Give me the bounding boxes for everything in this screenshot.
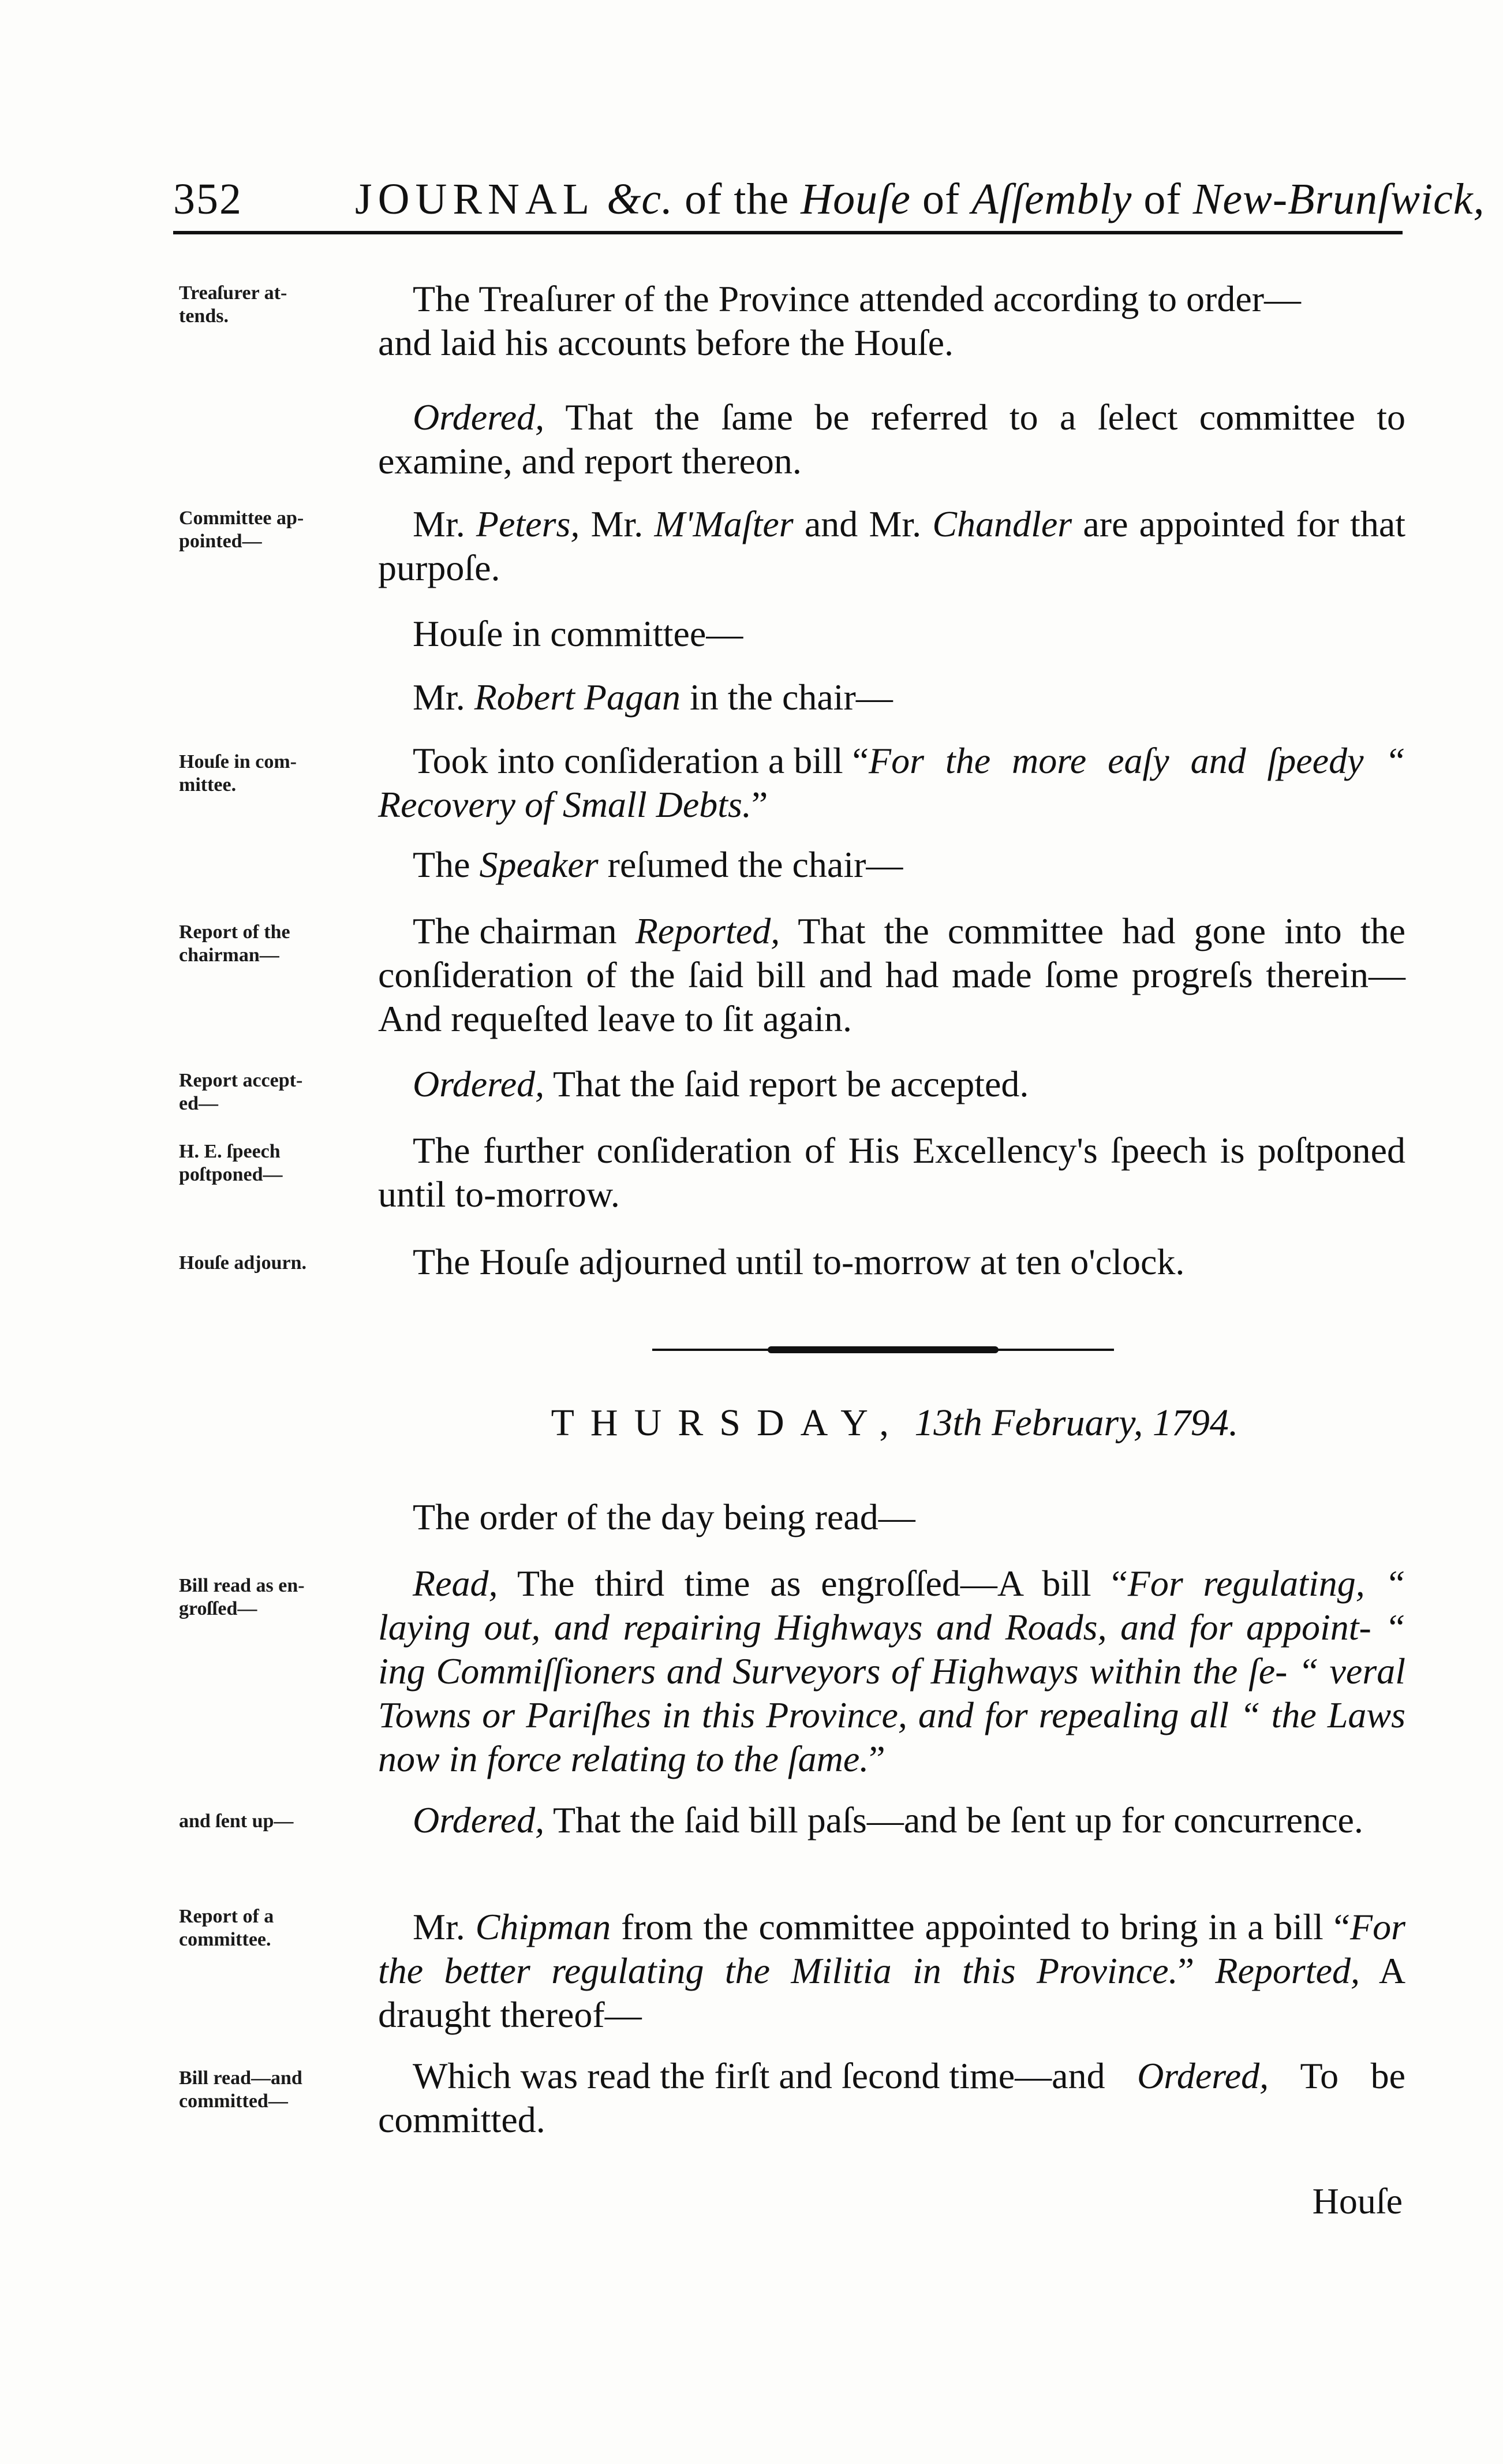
margin-note: Houſe adjourn. (179, 1252, 307, 1274)
entry-text: Mr. Peters, Mr. M'Maſter and Mr. Chandler are appointed for that purpoſe. (378, 503, 1406, 588)
entry-text: Ordered, That the ſaid bill paſs—and be ſent up for concurrence. (413, 1800, 1363, 1840)
entry-text: The Speaker reſumed the chair— (413, 844, 903, 885)
entry-text: The order of the day being read— (413, 1496, 915, 1537)
section-divider (652, 1345, 1114, 1354)
entry-text: Mr. Robert Pagan in the chair— (413, 677, 893, 718)
entry-text: Houſe in committee— (413, 613, 743, 654)
margin-note: Committee ap- pointed— (179, 507, 304, 552)
entry-text: Mr. Chipman from the committee appointed to bring in a bill “For the better regulating the Militia in this Province.” Reported, A draught thereof— (378, 1906, 1406, 2035)
running-title: JOURNAL &c. of the Houſe of Aſſembly of New-Brunſwick, (355, 175, 1485, 223)
entry-text: Ordered, That the ſame be referred to a ſelect committee to examine, and report thereon. (378, 397, 1406, 481)
date-heading: THURSDAY, 13th February, 1794. (551, 1402, 1239, 1444)
catchword: Houſe (1312, 2181, 1403, 2222)
entry-text: Read, The third time as engroſſed—A bill “For regulating, “ laying out, and repairing Highways and Roads, and for appoint- “ ing Commiſſioners and Surveyors of Highways within the ſe- “ veral Towns or Pariſhes in this Province, and for repealing all “ the Laws now in force relating to the ſame.” (378, 1563, 1406, 1779)
entry-text: The chairman Reported, That the committee had gone into the conſideration of the ſaid bill and had made ſome progreſs therein—And requeſted leave to ſit again. (378, 910, 1406, 1039)
margin-note: and ſent up— (179, 1810, 294, 1832)
margin-note: Report of the chairman— (179, 921, 290, 966)
entry-text: The further conſideration of His Excellency's ſpeech is poſtponed until to-morrow. (378, 1130, 1405, 1215)
margin-note: Report of a committee. (179, 1906, 274, 1950)
entry-text: The Houſe adjourned until to-morrow at ten o'clock. (413, 1241, 1185, 1282)
entry-text: The Treaſurer of the Province attended according to order— and laid his accounts before the Houſe. (378, 278, 1302, 363)
margin-note: Bill read as en- groſſed— (179, 1575, 305, 1619)
header-rule (173, 231, 1403, 234)
entry-text: Ordered, That the ſaid report be accepted. (413, 1063, 1029, 1104)
margin-note: Houſe in com- mittee. (179, 751, 297, 796)
page-number: 352 (173, 175, 242, 223)
running-head (173, 173, 1485, 225)
entry-text: Took into conſideration a bill “For the more eaſy and ſpeedy “ Recovery of Small Debts.” (378, 740, 1405, 825)
margin-note: Report accept- ed— (179, 1070, 303, 1114)
margin-note: H. E. ſpeech poſtponed— (179, 1141, 283, 1185)
margin-note: Bill read—and committed— (179, 2067, 302, 2112)
margin-note: Treaſurer at- tends. (179, 282, 287, 327)
entry-text: Which was read the firſt and ſecond time—and Ordered, To be committed. (378, 2055, 1406, 2140)
